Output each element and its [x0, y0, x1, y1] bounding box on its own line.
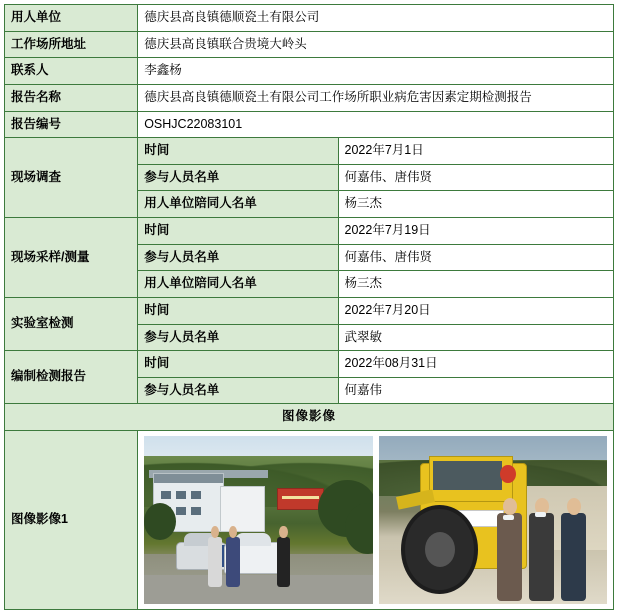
sublabel-site-sampling-participants: 参与人员名单 — [138, 244, 338, 271]
photo2-face-mask-2 — [535, 512, 546, 517]
photo2-person-1 — [497, 513, 522, 600]
photo2-person-2 — [529, 513, 554, 600]
sublabel-lab-testing-participants: 参与人员名单 — [138, 324, 338, 351]
section-label-report-preparation: 编制检测报告 — [5, 351, 138, 404]
value-report-preparation-time: 2022年08月31日 — [338, 351, 613, 378]
table-row — [5, 31, 614, 58]
table-row — [5, 218, 614, 245]
section-label-lab-testing: 实验室检测 — [5, 297, 138, 350]
photo1-person-1 — [208, 537, 222, 587]
table-row — [5, 351, 614, 378]
sublabel-site-sampling-time: 时间 — [138, 218, 338, 245]
image-row-label: 图像影像1 — [5, 431, 138, 610]
row-label-contact-person: 联系人 — [5, 58, 138, 85]
photo1-person-2 — [226, 537, 240, 587]
section-label-site-survey: 现场调查 — [5, 138, 138, 218]
sublabel-site-survey-time: 时间 — [138, 138, 338, 165]
image-cell — [138, 431, 614, 610]
table-row — [5, 5, 614, 32]
table-row — [5, 111, 614, 138]
table-row — [5, 431, 614, 610]
sublabel-site-survey-participants: 参与人员名单 — [138, 164, 338, 191]
photo-group — [144, 436, 607, 604]
sublabel-report-preparation-time: 时间 — [138, 351, 338, 378]
value-lab-testing-time: 2022年7月20日 — [338, 297, 613, 324]
value-site-survey-time: 2022年7月1日 — [338, 138, 613, 165]
row-value-employer: 德庆县高良镇德顺瓷土有限公司 — [138, 5, 614, 32]
site-photo-buildings-and-vehicles — [144, 436, 372, 604]
image-section-header: 图像影像 — [5, 404, 614, 431]
table-row — [5, 297, 614, 324]
photo2-number-decal — [500, 465, 516, 483]
row-label-report-number: 报告编号 — [5, 111, 138, 138]
sublabel-site-sampling-accompanying: 用人单位陪同人名单 — [138, 271, 338, 298]
value-site-sampling-accompanying: 杨三杰 — [338, 271, 613, 298]
value-site-sampling-time: 2022年7月19日 — [338, 218, 613, 245]
row-label-workplace-address: 工作场所地址 — [5, 31, 138, 58]
value-report-preparation-participants: 何嘉伟 — [338, 377, 613, 404]
table-row — [5, 84, 614, 111]
photo1-road — [144, 575, 372, 604]
table-row — [5, 404, 614, 431]
photo1-person-3 — [277, 537, 291, 587]
sublabel-site-survey-accompanying: 用人单位陪同人名单 — [138, 191, 338, 218]
photo2-face-mask-1 — [503, 515, 514, 520]
row-label-employer: 用人单位 — [5, 5, 138, 32]
row-value-workplace-address: 德庆县高良镇联合贵境大岭头 — [138, 31, 614, 58]
value-site-survey-participants: 何嘉伟、唐伟贤 — [338, 164, 613, 191]
value-site-survey-accompanying: 杨三杰 — [338, 191, 613, 218]
value-site-sampling-participants: 何嘉伟、唐伟贤 — [338, 244, 613, 271]
table-row — [5, 138, 614, 165]
row-value-report-name: 德庆县高良镇德顺瓷土有限公司工作场所职业病危害因素定期检测报告 — [138, 84, 614, 111]
site-photo-wheel-loader-and-workers — [379, 436, 607, 604]
row-value-report-number: OSHJC22083101 — [138, 111, 614, 138]
row-value-contact-person: 李鑫杨 — [138, 58, 614, 85]
sublabel-lab-testing-time: 时间 — [138, 297, 338, 324]
row-label-report-name: 报告名称 — [5, 84, 138, 111]
photo1-building-right — [220, 486, 265, 532]
photo2-cab-window — [433, 461, 502, 490]
value-lab-testing-participants: 武翠敏 — [338, 324, 613, 351]
photo2-front-wheel — [401, 505, 478, 594]
table-row — [5, 58, 614, 85]
inspection-report-table — [4, 4, 614, 610]
photo2-person-3 — [561, 513, 586, 600]
sublabel-report-preparation-participants: 参与人员名单 — [138, 377, 338, 404]
section-label-site-sampling: 现场采样/测量 — [5, 218, 138, 298]
